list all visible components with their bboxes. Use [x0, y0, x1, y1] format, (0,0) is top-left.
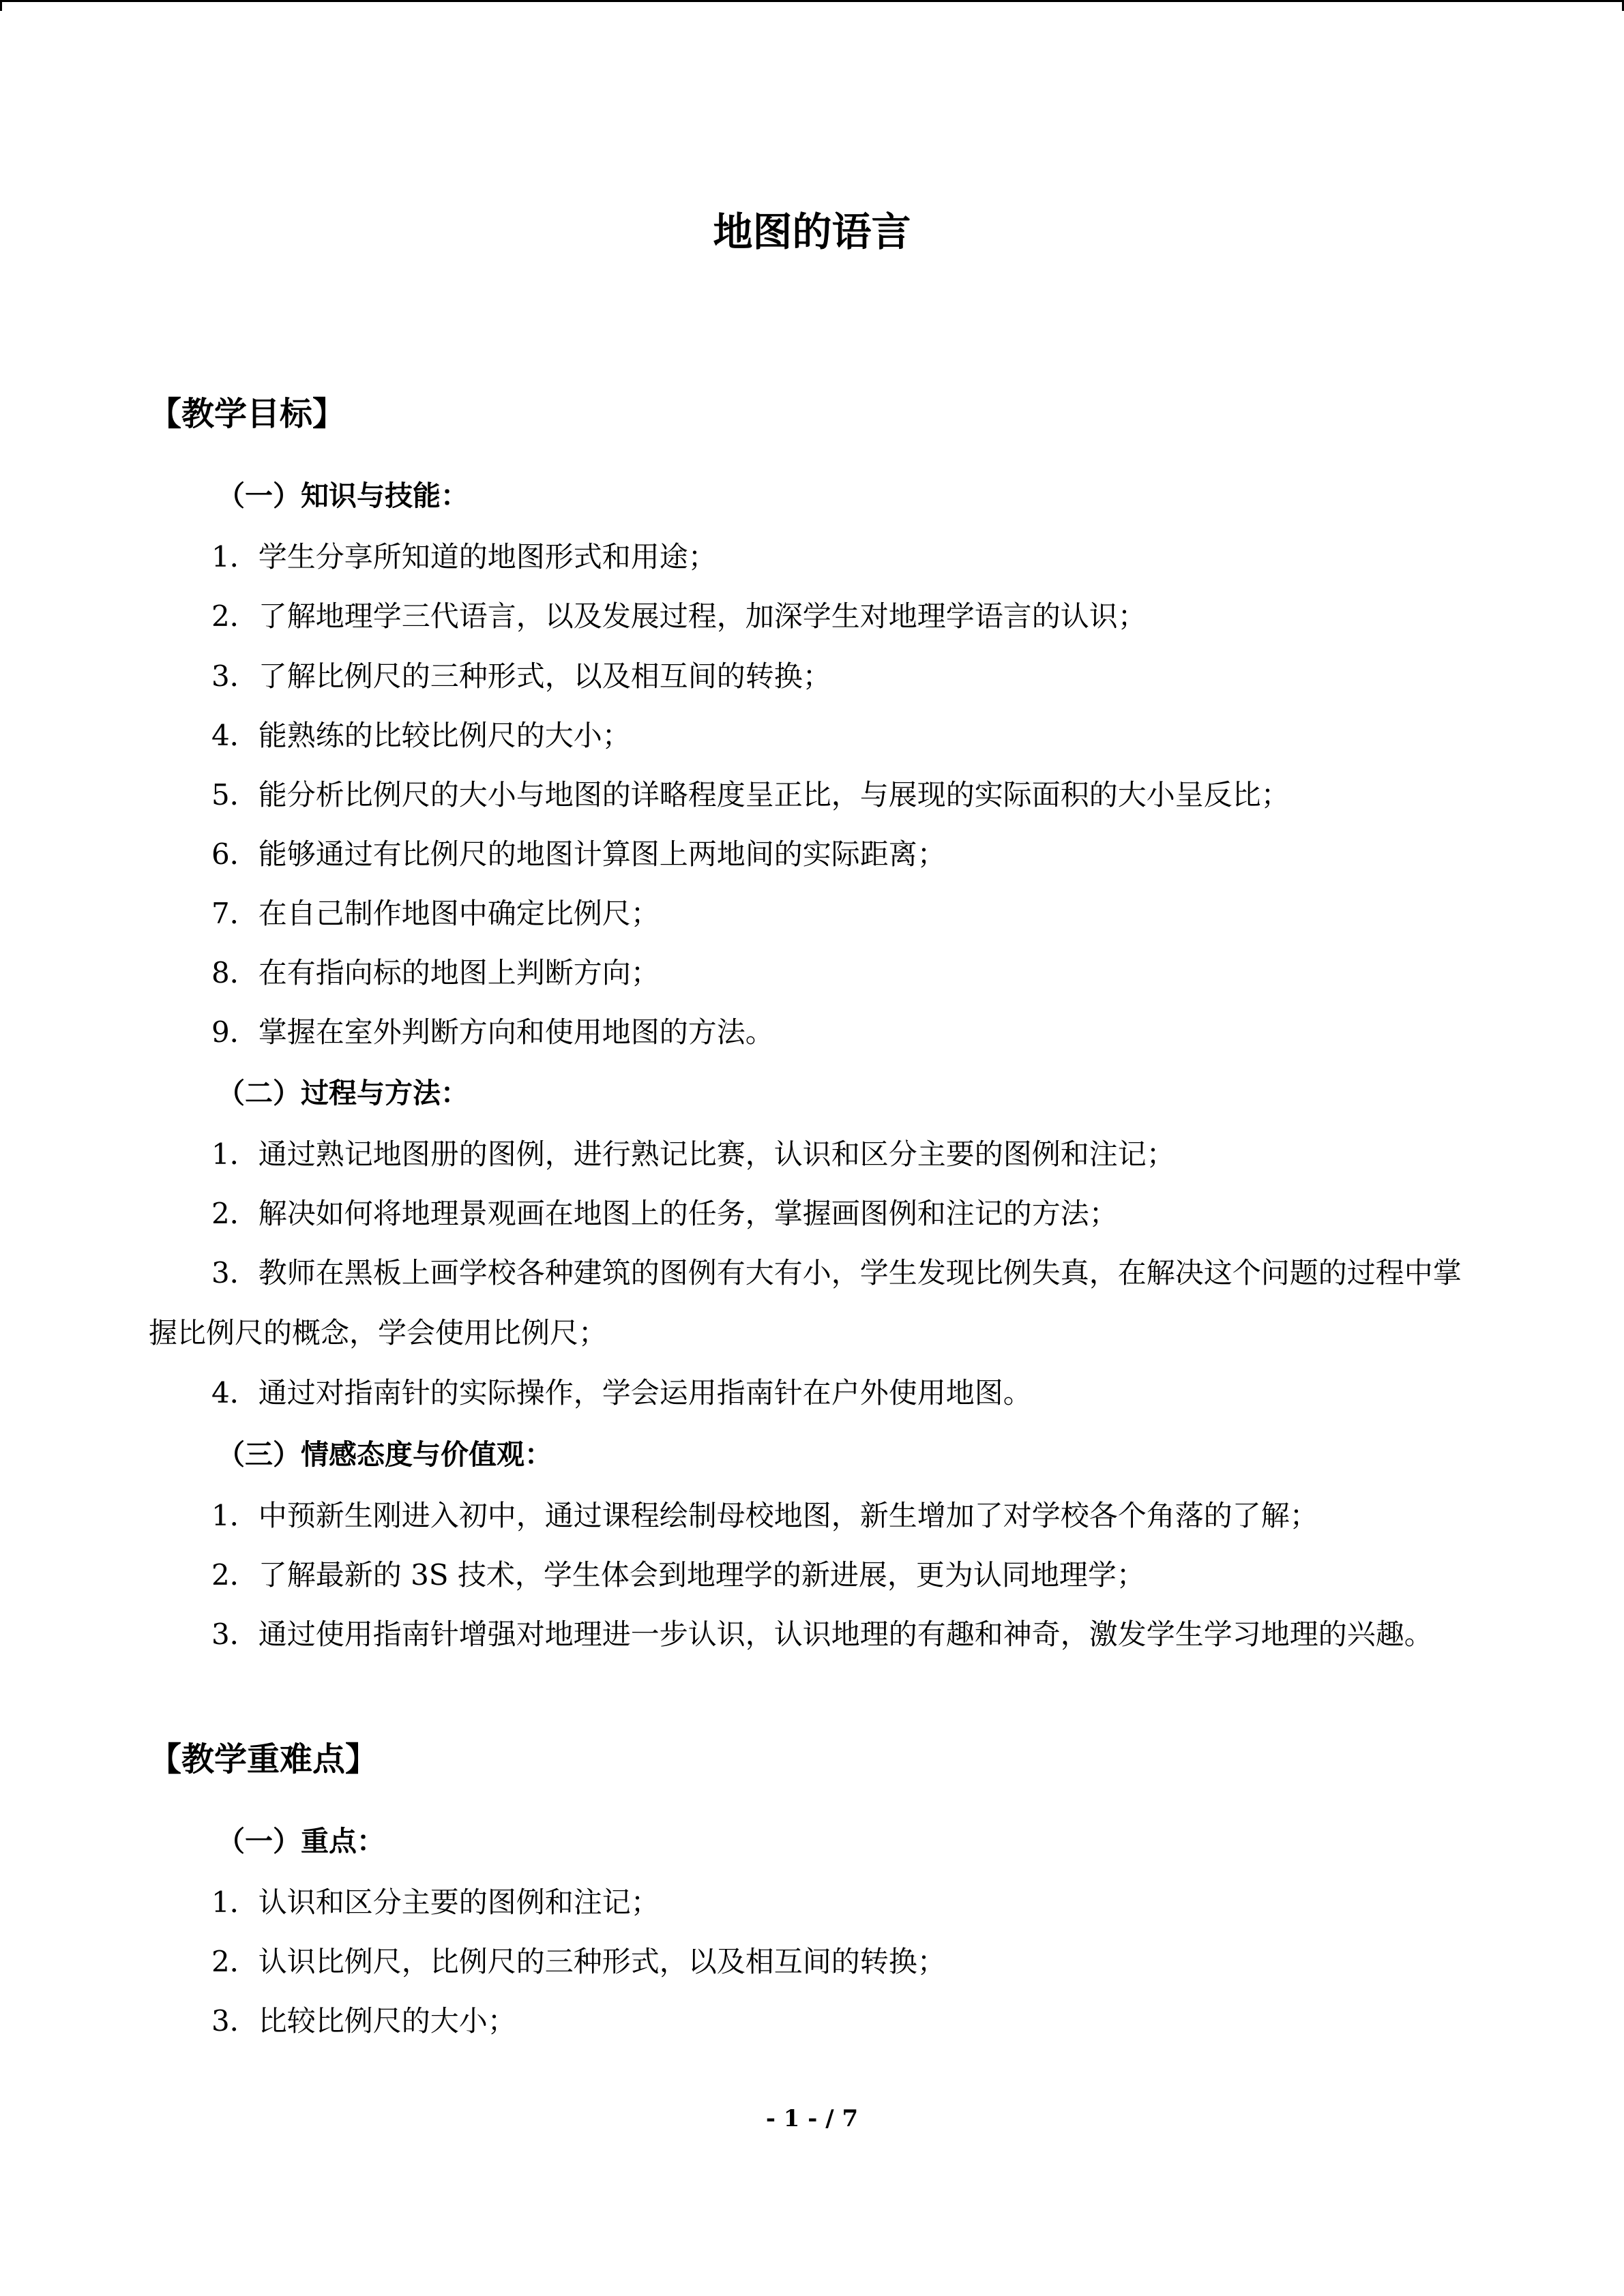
- list-item: 1．认识和区分主要的图例和注记；: [211, 1885, 660, 1919]
- list-item: 3．了解比例尺的三种形式，以及相互间的转换；: [211, 659, 831, 693]
- list-item: 6．能够通过有比例尺的地图计算图上两地间的实际距离；: [211, 837, 946, 871]
- page-top-border: [0, 0, 1624, 2]
- list-item: 7．在自己制作地图中确定比例尺；: [211, 897, 660, 930]
- page-number: - 1 - / 7: [765, 2105, 859, 2132]
- section-heading-teaching-objectives: 【教学目标】: [149, 395, 346, 433]
- document-title: 地图的语言: [713, 209, 911, 255]
- page-left-corner: [0, 0, 2, 11]
- list-item: 3．比较比例尺的大小；: [211, 2004, 516, 2038]
- list-item: 2．解决如何将地理景观画在地图上的任务，掌握画图例和注记的方法；: [211, 1197, 1118, 1230]
- list-item: 9．掌握在室外判断方向和使用地图的方法。: [211, 1015, 774, 1049]
- subsection-heading-key-points: （一）重点：: [217, 1825, 385, 1858]
- list-item: 8．在有指向标的地图上判断方向；: [211, 956, 660, 989]
- list-item: 4．能熟练的比较比例尺的大小；: [211, 719, 631, 752]
- list-item: 2．了解最新的 3S 技术，学生体会到地理学的新进展，更为认同地理学；: [211, 1558, 1145, 1592]
- list-item: 3．通过使用指南针增强对地理进一步认识，认识地理的有趣和神奇，激发学生学习地理的兴趣。: [211, 1617, 1433, 1651]
- list-item: 4．通过对指南针的实际操作，学会运用指南针在户外使用地图。: [211, 1376, 1032, 1410]
- list-item: 2．认识比例尺，比例尺的三种形式，以及相互间的转换；: [211, 1945, 946, 1978]
- list-item: 3．教师在黑板上画学校各种建筑的图例有大有小，学生发现比例失真，在解决这个问题的过程中掌握比例尺的概念，学会使用比例尺；: [149, 1256, 1462, 1350]
- subsection-heading-knowledge-skills: （一）知识与技能：: [217, 479, 469, 512]
- list-item: 1．学生分享所知道的地图形式和用途；: [211, 540, 717, 573]
- list-item: 1．中预新生刚进入初中，通过课程绘制母校地图，新生增加了对学校各个角落的了解；: [211, 1499, 1318, 1532]
- subsection-heading-process-methods: （二）过程与方法：: [217, 1077, 469, 1109]
- list-item: 2．了解地理学三代语言，以及发展过程，加深学生对地理学语言的认识；: [211, 599, 1147, 633]
- subsection-heading-attitudes-values: （三）情感态度与价值观：: [217, 1438, 552, 1471]
- list-item: 1．通过熟记地图册的图例，进行熟记比赛，认识和区分主要的图例和注记；: [211, 1137, 1175, 1171]
- section-heading-key-difficult-points: 【教学重难点】: [149, 1740, 379, 1778]
- list-item: 5．能分析比例尺的大小与地图的详略程度呈正比，与展现的实际面积的大小呈反比；: [211, 778, 1290, 811]
